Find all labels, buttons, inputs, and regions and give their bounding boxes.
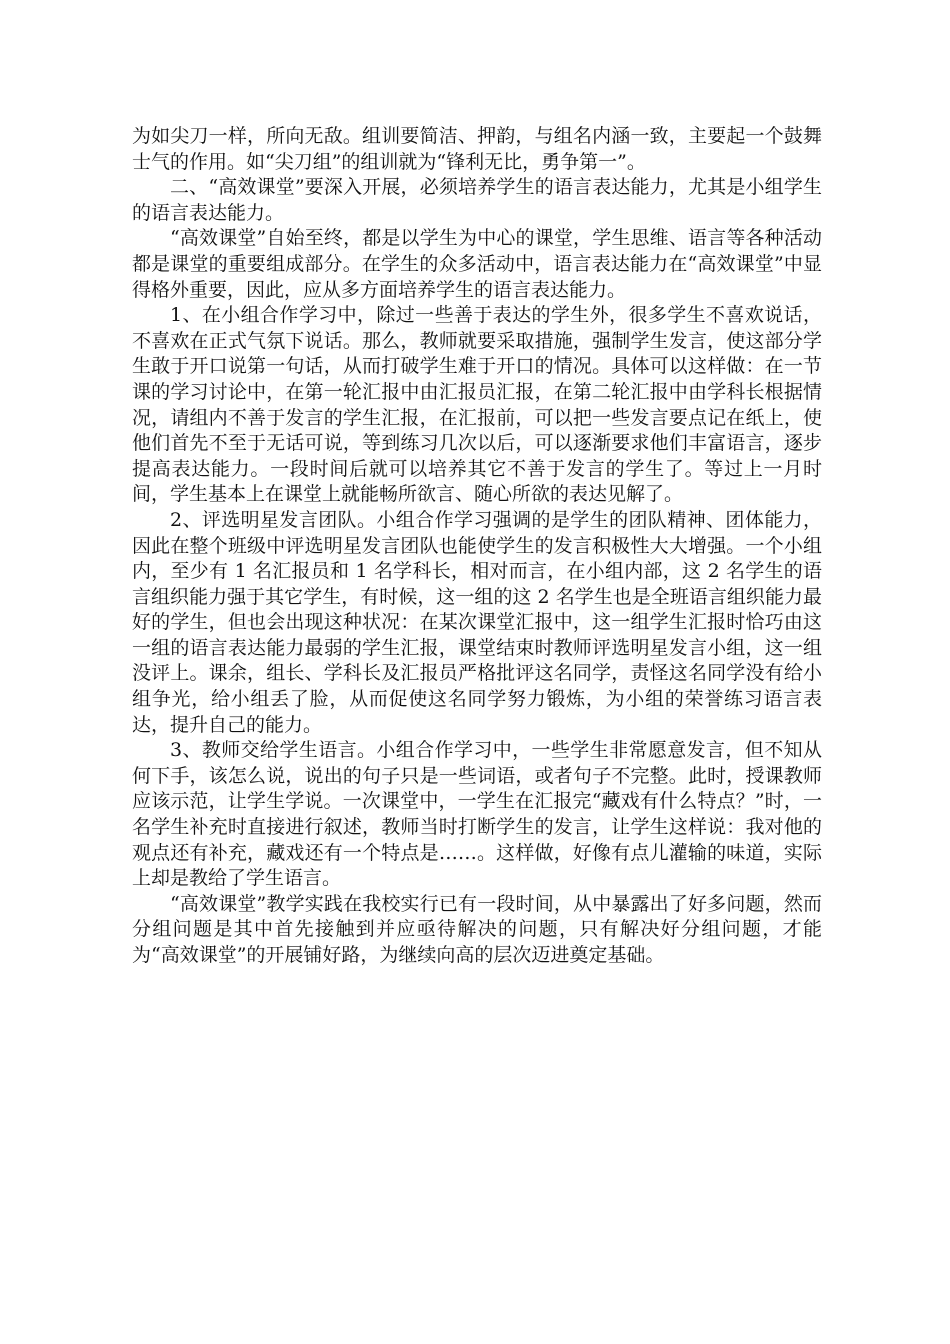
paragraph-conclusion: “高效课堂”教学实践在我校实行已有一段时间，从中暴露出了好多问题，然而分组问题是其中首先接触到并应亟待解决的问题，只有解决好分组问题，才能为“高效课堂”的开展铺好路，为继续向高的层次迈进奠定基础。	[132, 892, 822, 966]
paragraph-continuation: 为如尖刀一样，所向无敌。组训要简洁、押韵，与组名内涵一致，主要起一个鼓舞士气的作用。如“尖刀组”的组训就为“锋利无比，勇争第一”。	[132, 125, 822, 173]
paragraph-section-two-heading: 二、“高效课堂”要深入开展，必须培养学生的语言表达能力，尤其是小组学生的语言表达能力。	[132, 176, 822, 224]
paragraph-intro: “高效课堂”自始至终，都是以学生为中心的课堂，学生思维、语言等各种活动都是课堂的重要组成部分。在学生的众多活动中，语言表达能力在“高效课堂”中显得格外重要，因此，应从多方面培养学生的语言表达能力。	[132, 227, 822, 301]
document-page	[132, 124, 822, 969]
paragraph-point-three: 3、教师交给学生语言。小组合作学习中，一些学生非常愿意发言，但不知从何下手，该怎么说，说出的句子只是一些词语，或者句子不完整。此时，授课教师应该示范，让学生学说。一次课堂中，一学生在汇报完“藏戏有什么特点？”时，一名学生补充时直接进行叙述，教师当时打断学生的发言，让学生这样说：我对他的观点还有补充，藏戏还有一个特点是……。这样做，好像有点儿灌输的味道，实际上却是教给了学生语言。	[132, 739, 822, 890]
paragraph-point-two: 2、评选明星发言团队。小组合作学习强调的是学生的团队精神、团体能力，因此在整个班级中评选明星发言团队也能使学生的发言积极性大大增强。一个小组内，至少有 1 名汇报员和 1 名学科长，相对而言，在小组内部，这 2 名学生的语言组织能力强于其它学生，有时候，这一组的这 2 名学生也是全班语言组织能力最好的学生，但也会出现这种状况：在某次课堂汇报中，这一组学生汇报时恰巧由这一组的语言表达能力最弱的学生汇报，课堂结束时教师评选明星发言小组，这一组没评上。课余，组长、学科长及汇报员严格批评这名同学，责怪这名同学没有给小组争光，给小组丢了脸，从而促使这名同学努力锻炼，为小组的荣誉练习语言表达，提升自己的能力。	[132, 508, 822, 736]
paragraph-point-one: 1、在小组合作学习中，除过一些善于表达的学生外，很多学生不喜欢说话，不喜欢在正式气氛下说话。那么，教师就要采取措施，强制学生发言，使这部分学生敢于开口说第一句话，从而打破学生难于开口的情况。具体可以这样做：在一节课的学习讨论中，在第一轮汇报中由汇报员汇报，在第二轮汇报中由学科长根据情况，请组内不善于发言的学生汇报，在汇报前，可以把一些发言要点记在纸上，使他们首先不至于无话可说，等到练习几次以后，可以逐渐要求他们丰富语言，逐步提高表达能力。一段时间后就可以培养其它不善于发言的学生了。等过上一月时间，学生基本上在课堂上就能畅所欲言、随心所欲的表达见解了。	[132, 304, 822, 506]
